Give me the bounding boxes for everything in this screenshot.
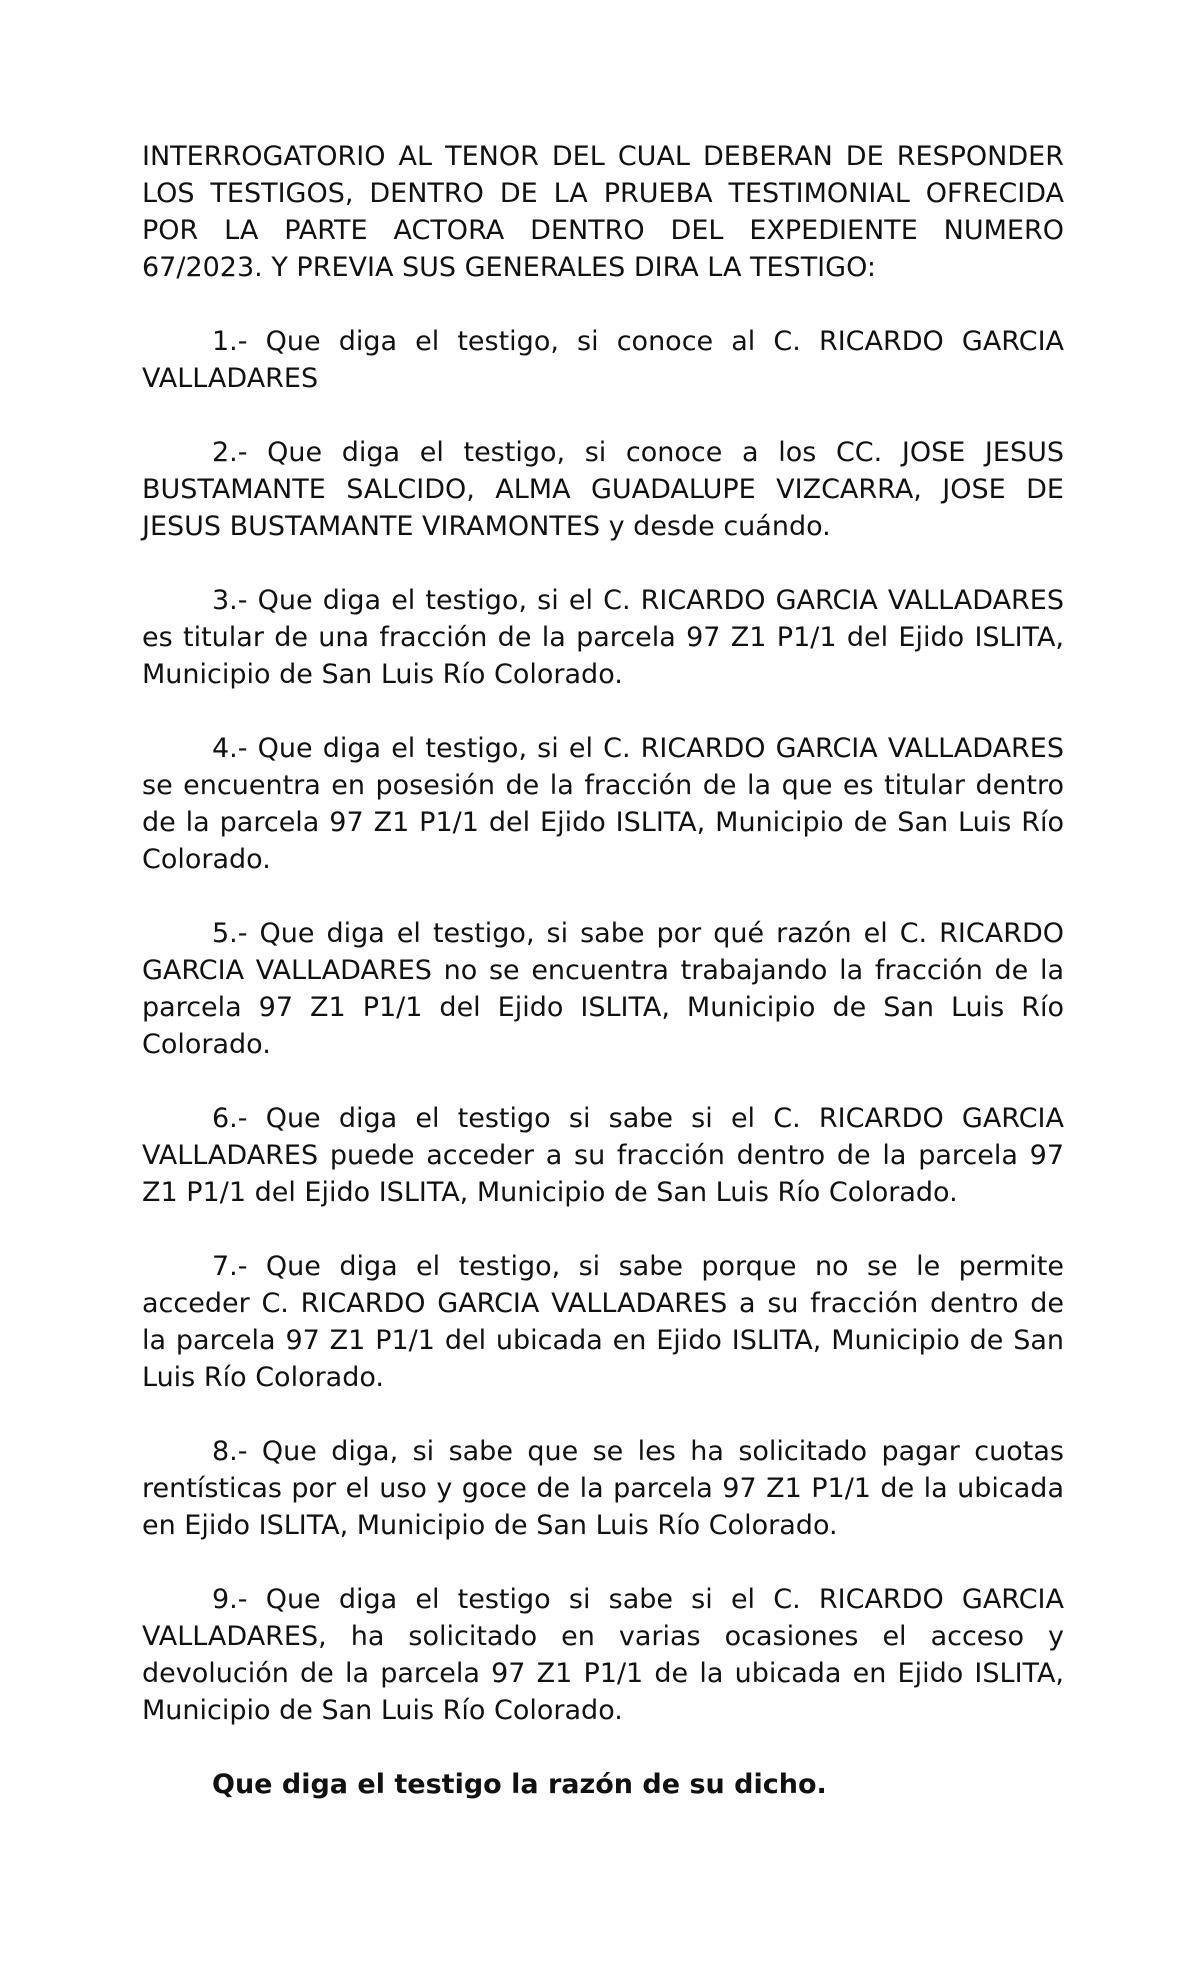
question-4: 4.- Que diga el testigo, si el C. RICARDO GARCIA VALLADARES se encuentra en posesión de la fracción de la que es titular dentro de la parcela 97 Z1 P1/1 del Ejido ISLITA, Municipio de San Luis Río Colorado. [142,733,1064,875]
intro-paragraph: INTERROGATORIO AL TENOR DEL CUAL DEBERAN DE RESPONDER LOS TESTIGOS, DENTRO DE LA PRUEBA TESTIMONIAL OFRECIDA POR LA PARTE ACTORA DENTRO DEL EXPEDIENTE NUMERO 67/2023. Y PREVIA SUS GENERALES DIRA LA TESTIGO: [142,141,1064,283]
question-3: 3.- Que diga el testigo, si el C. RICARDO GARCIA VALLADARES es titular de una fracción de la parcela 97 Z1 P1/1 del Ejido ISLITA, Municipio de San Luis Río Colorado. [142,585,1064,690]
document-body [142,138,1064,1840]
question-6: 6.- Que diga el testigo si sabe si el C. RICARDO GARCIA VALLADARES puede acceder a su fracción dentro de la parcela 97 Z1 P1/1 del Ejido ISLITA, Municipio de San Luis Río Colorado. [142,1103,1064,1208]
question-1: 1.- Que diga el testigo, si conoce al C. RICARDO GARCIA VALLADARES [142,326,1064,394]
question-2: 2.- Que diga el testigo, si conoce a los CC. JOSE JESUS BUSTAMANTE SALCIDO, ALMA GUADALUPE VIZCARRA, JOSE DE JESUS BUSTAMANTE VIRAMONTES y desde cuándo. [142,437,1064,542]
question-9: 9.- Que diga el testigo si sabe si el C. RICARDO GARCIA VALLADARES, ha solicitado en varias ocasiones el acceso y devolución de la parcela 97 Z1 P1/1 de la ubicada en Ejido ISLITA, Municipio de San Luis Río Colorado. [142,1584,1064,1726]
closing-statement: Que diga el testigo la razón de su dicho. [212,1769,827,1800]
question-7: 7.- Que diga el testigo, si sabe porque no se le permite acceder C. RICARDO GARCIA VALLADARES a su fracción dentro de la parcela 97 Z1 P1/1 del ubicada en Ejido ISLITA, Municipio de San Luis Río Colorado. [142,1251,1064,1393]
question-8: 8.- Que diga, si sabe que se les ha solicitado pagar cuotas rentísticas por el uso y goce de la parcela 97 Z1 P1/1 de la ubicada en Ejido ISLITA, Municipio de San Luis Río Colorado. [142,1436,1064,1541]
question-5: 5.- Que diga el testigo, si sabe por qué razón el C. RICARDO GARCIA VALLADARES no se encuentra trabajando la fracción de la parcela 97 Z1 P1/1 del Ejido ISLITA, Municipio de San Luis Río Colorado. [142,918,1064,1060]
